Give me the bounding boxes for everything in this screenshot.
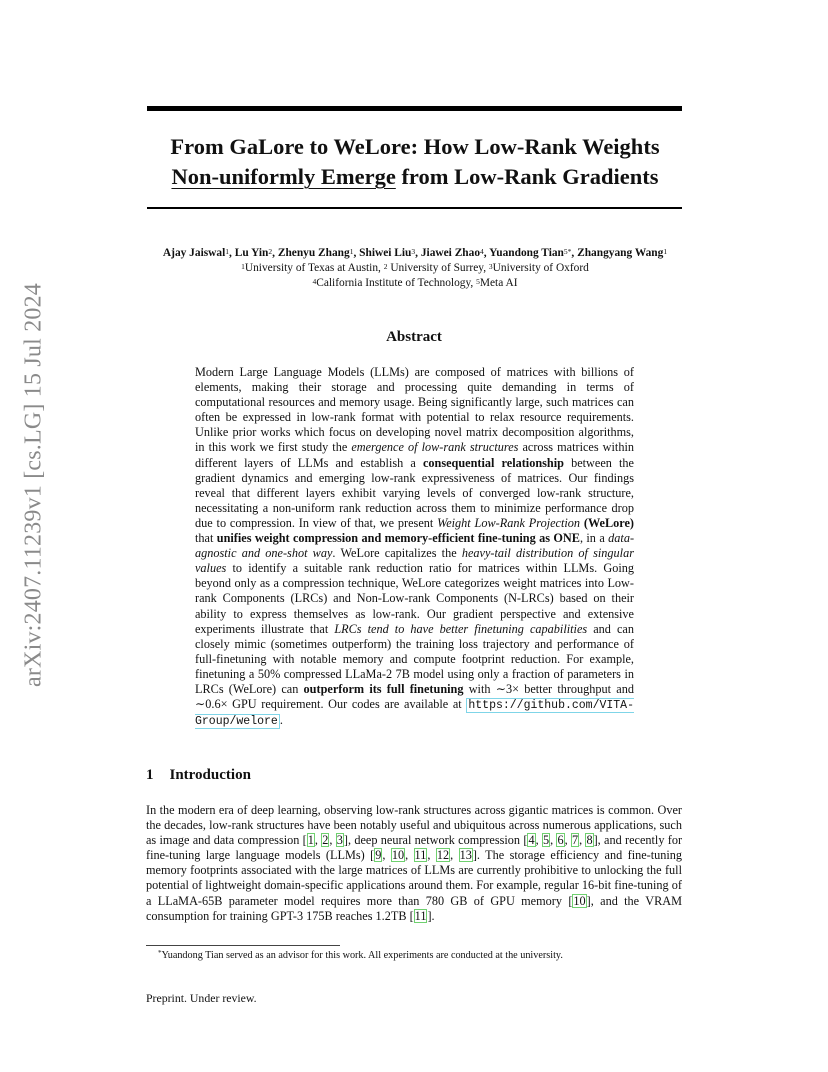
section-number: 1 [146, 767, 154, 783]
citation-link[interactable]: 7 [571, 833, 579, 848]
abstract-body [195, 365, 634, 729]
citation-link[interactable]: 9 [375, 848, 382, 863]
citation-link[interactable]: 6 [557, 833, 564, 848]
citation-link[interactable]: 2 [322, 833, 329, 848]
citation-link[interactable]: 10 [573, 893, 586, 908]
affiliations-line-2: $^4$California Institute of Technology, $^5$Meta AI [312, 277, 518, 289]
title-line-1: From GaLore to WeLore: How Low-Rank Weights [170, 134, 660, 159]
citation-link[interactable]: 11 [414, 848, 427, 863]
author: Zhenyu Zhang [277, 247, 350, 259]
introduction-paragraph: In the modern era of deep learning, observing low-rank structures across gigantic matrices is common. Over the decades, low-rank structures have been notably useful and ubiquitous across numerous applications, such as image and data compression [1, 2, 3], deep neural network compression [4, 5, 6, 7, 8], and recently for fine-tuning large language models (LLMs) [9, 10, 11, 12, 13]. The storage efficiency and fine-tuning memory footprints associated with the large matrices of LLMs are currently prohibitive to unlocking the full potential of lightweight domain-specific applications around them. For example, regular 16-bit fine-tuning of a LLaMA-65B parameter model requires more than 780 GB of GPU memory [10], and the VRAM consumption for training GPT-3 175B reaches 1.2TB [11]. [146, 803, 683, 923]
section-heading-introduction [146, 767, 251, 784]
citation-link[interactable]: 4 [528, 833, 535, 848]
author-names: Ajay Jaiswal$^1$, Lu Yin$^2$, Zhenyu Zhang$^1$, Shiwei Liu$^3$, Jiawei Zhao$^4$, Yuandong Tian$^{5*}$, Zhangyang Wang$^1$ [162, 247, 668, 259]
citation-link[interactable]: 10 [391, 848, 405, 863]
author-block [110, 246, 720, 291]
title-rule-bottom [147, 207, 682, 209]
section-title: Introduction [169, 767, 251, 783]
author: Shiwei Liu [359, 247, 412, 259]
title-rule-top [147, 106, 682, 111]
affiliations-line-1: $^1$University of Texas at Austin, $^2$ University of Surrey, $^3$University of Oxford [241, 262, 589, 274]
title-line-2 [120, 162, 710, 192]
author: Zhangyang Wang [577, 247, 664, 259]
title-underlined-text: Non-uniformly Emerge [171, 164, 396, 189]
preprint-notice: Preprint. Under review. [146, 991, 257, 1005]
citation-link[interactable]: 13 [459, 848, 472, 863]
paper-title [120, 132, 710, 192]
citation-link[interactable]: 11 [414, 908, 427, 923]
author: Ajay Jaiswal [162, 247, 226, 259]
code-repo-link[interactable]: https://github.com/VITA-Group/welore [195, 699, 634, 729]
author: Lu Yin [234, 247, 269, 259]
citation-link[interactable]: 8 [586, 833, 593, 848]
author: Jiawei Zhao [420, 247, 481, 259]
citation-link[interactable]: 5 [542, 833, 550, 848]
author: Yuandong Tian [489, 247, 564, 259]
title-line-2-rest: from Low-Rank Gradients [395, 164, 659, 189]
citation-link[interactable]: 1 [307, 833, 314, 848]
arxiv-side-label: arXiv:2407.11239v1 [cs.LG] 15 Jul 2024 [20, 283, 47, 687]
citation-link[interactable]: 12 [436, 848, 450, 863]
footnote: *Yuandong Tian served as an advisor for this work. All experiments are conducted at the university. [158, 949, 563, 961]
footnote-rule [146, 945, 340, 946]
citation-link[interactable]: 3 [336, 833, 343, 848]
abstract-paragraph: Modern Large Language Models (LLMs) are composed of matrices with billions of elements, making their storage and processing quite demanding in terms of computational resources and memory usage. Being significantly large, such matrices can often be expressed in low-rank format with potential to relax resource requirements. Unlike prior works which focus on developing novel matrix decomposition algorithms, in this work we first study the emergence of low-rank structures across matrices within different layers of LLMs and establish a consequential relationship between the gradient dynamics and emerging low-rank expressiveness of matrices. Our findings reveal that different layers exhibit varying levels of converged low-rank structure, necessitating a non-uniform rank reduction across them to minimize performance drop due to compression. In view of that, we present Weight Low-Rank Projection (WeLore) that unifies weight compression and memory-efficient fine-tuning as ONE, in a data-agnostic and one-shot way. WeLore capitalizes the heavy-tail distribution of singular values to identify a suitable rank reduction ratio for matrices within LLMs. Going beyond only as a compression technique, WeLore categorizes weight matrices into Low-rank Components (LRCs) and Non-Low-rank Components (N-LRCs) based on their ability to express themselves as low-rank. Our gradient perspective and extensive experiments illustrate that LRCs tend to have better finetuning capabilities and can closely mimic (sometimes outperform) the training loss trajectory and performance of full-finetuning with notable memory and compute footprint reduction. For example, finetuning a 50% compressed LLaMa-2 7B model using only a fraction of parameters in LRCs (WeLore) can outperform its full finetuning with ∼3× better throughput and ∼0.6× GPU requirement. Our codes are available at https://github.com/VITA-Group/welore . [195, 365, 635, 729]
abstract-heading: Abstract [386, 329, 442, 345]
